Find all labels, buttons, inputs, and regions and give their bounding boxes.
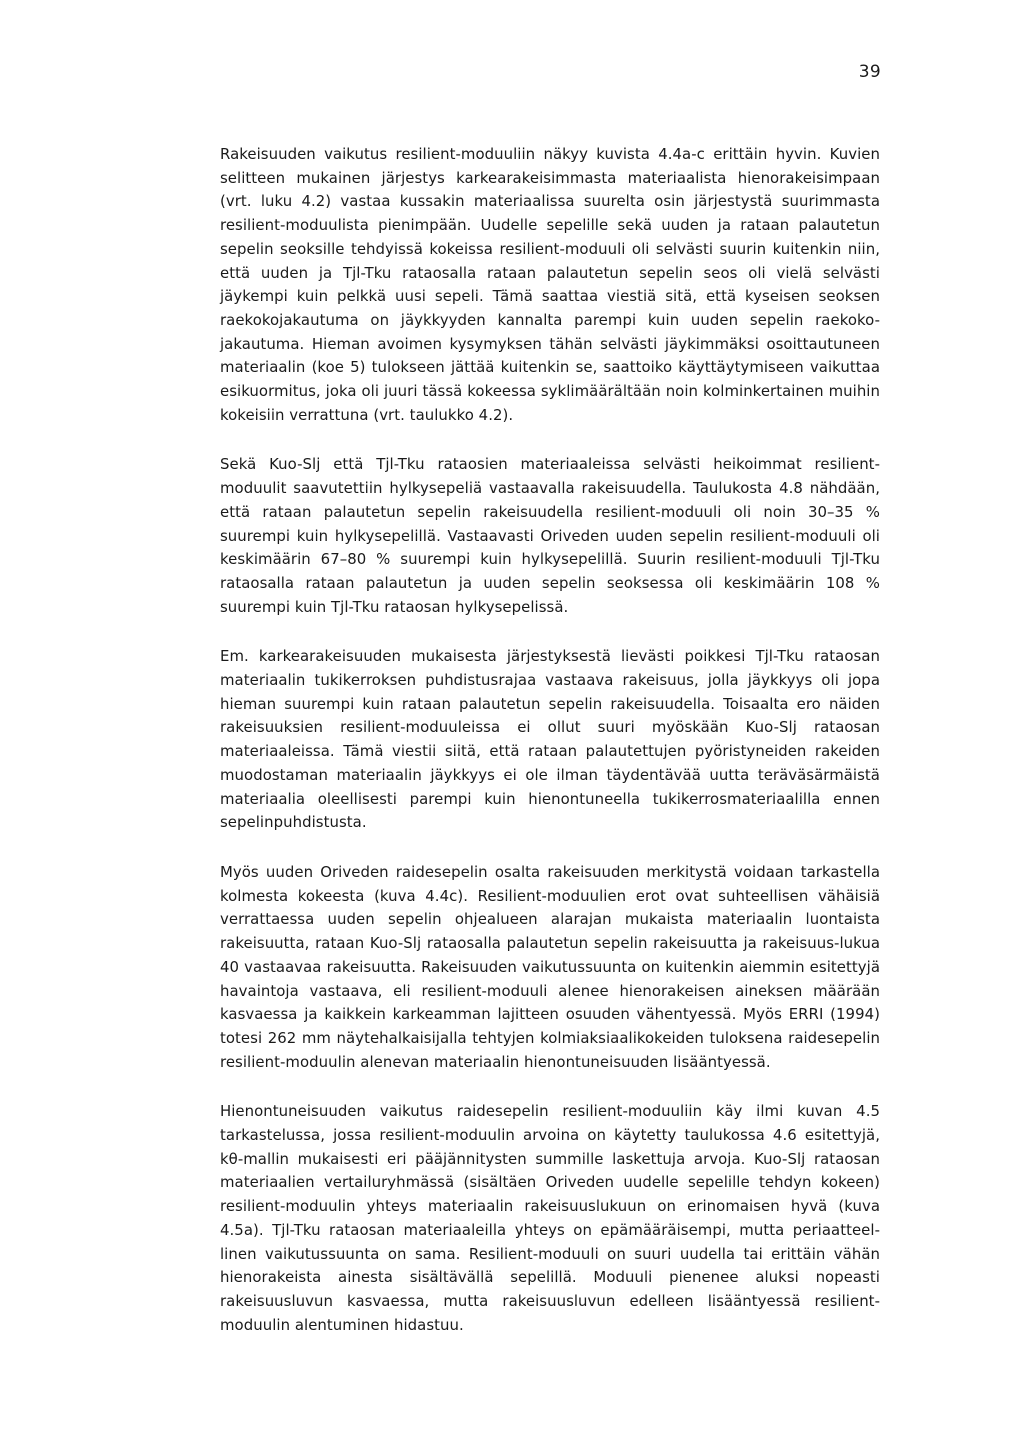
paragraph-1: Rakeisuuden vaikutus resilient-moduuliin näkyy kuvista 4.4a-c erittäin hyvin. Kuvien selitteen mukainen järjestys karkearakeisimmasta materiaalista hienorakeisimpaan (vrt. luku 4.2) vastaa kussakin materiaalissa suurelta osin järjestystä suurimmasta resilient-moduulista pienimpään. Uudelle sepelille sekä uuden ja rataan palautetun sepelin seoksille tehdyissä kokeissa resilient-moduuli oli selvästi suurin kuitenkin niin, että uuden ja Tjl-Tku rataosalla rataan palautetun sepelin seos oli vielä selvästi jäykempi kuin pelkkä uusi sepeli. Tämä saattaa viestiä sitä, että kyseisen seoksen raekokojakautuma on jäykkyyden kannalta parempi kuin uuden sepelin raekoko-jakautuma. Hieman avoimen kysymyksen tähän selvästi jäykimmäksi osoittautuneen materiaalin (koe 5) tulokseen jättää kuitenkin se, saattoiko käyttäytymiseen vaikuttaa esikuormitus, joka oli juuri tässä kokeessa syklimäärältään noin kolminkertainen muihin kokeisiin verrattuna (vrt. taulukko 4.2). — [220, 145, 880, 424]
paragraph-4: Myös uuden Oriveden raidesepelin osalta rakeisuuden merkitystä voidaan tarkastella kolmesta kokeesta (kuva 4.4c). Resilient-moduulien erot ovat suhteellisen vähäisiä verrattaessa uuden sepelin ohjealueen alarajan mukaista materiaalin luontaista rakeisuutta, rataan Kuo-Slj rataosalla palautetun sepelin rakeisuutta ja rakeisuus-lukua 40 vastaavaa rakeisuutta. Rakeisuuden vaikutussuunta on kuitenkin aiemmin esitettyjä havaintoja vastaava, eli resilient-moduuli alenee hienorakeisen aineksen määrään kasvaessa ja kaikkein karkeamman lajitteen osuuden vähentyessä. Myös ERRI (1994) totesi 262 mm näytehalkaisijalla tehtyjen kolmiaksiaalikokeiden tuloksena raidesepelin resilient-moduulin alenevan materiaalin hienontuneisuuden lisääntyessä. — [220, 862, 880, 1071]
body-text — [220, 143, 880, 1363]
paragraph-2: Sekä Kuo-Slj että Tjl-Tku rataosien materiaaleissa selvästi heikoimmat resilient-moduulit saavutettiin hylkysepeliä vastaavalla rakeisuudella. Taulukosta 4.8 nähdään, että rataan palautetun sepelin rakeisuudella resilient-moduuli oli noin 30–35 % suurempi kuin hylkysepelillä. Vastaavasti Oriveden uuden sepelin resilient-moduuli oli keskimäärin 67–80 % suurempi kuin hylkysepelillä. Suurin resilient-moduuli Tjl-Tku rataosalla rataan palautetun ja uuden sepelin seoksessa oli keskimäärin 108 % suurempi kuin Tjl-Tku rataosan hylkysepelissä. — [220, 455, 880, 616]
paragraph-3: Em. karkearakeisuuden mukaisesta järjestyksestä lievästi poikkesi Tjl-Tku rataosan materiaalin tukikerroksen puhdistusrajaa vastaava rakeisuus, jolla jäykkyys oli jopa hieman suurempi kuin rataan palautetun sepelin rakeisuudella. Toisaalta ero näiden rakeisuuksien resilient-moduuleissa ei ollut suuri myöskään Kuo-Slj rataosan materiaaleissa. Tämä viestii siitä, että rataan palautettujen pyöristyneiden rakeiden muodostaman materiaalin jäykkyys ei ole ilman täydentävää uutta teräväsärmäistä materiaalia oleellisesti parempi kuin hienontuneella tukikerrosmateriaalilla ennen sepelinpuhdistusta. — [220, 647, 880, 832]
page-number: 39 — [858, 62, 881, 82]
paragraph-5: Hienontuneisuuden vaikutus raidesepelin resilient-moduuliin käy ilmi kuvan 4.5 tarkastelussa, jossa resilient-moduulin arvoina on käytetty taulukossa 4.6 esitettyjä, kθ-mallin mukaisesti eri pääjännitysten summille laskettuja arvoja. Kuo-Slj rataosan materiaalien vertailuryhmässä (sisältäen Oriveden uudelle sepelille tehdyn kokeen) resilient-moduulin yhteys materiaalin rakeisuuslukuun on erinomaisen hyvä (kuva 4.5a). Tjl-Tku rataosan materiaaleilla yhteys on epämääräisempi, mutta periaatteel-linen vaikutussuunta on sama. Resilient-moduuli on suuri uudella tai erittäin vähän hienorakeista ainesta sisältävällä sepelillä. Moduuli pienenee aluksi nopeasti rakeisuusluvun kasvaessa, mutta rakeisuusluvun edelleen lisääntyessä resilient-moduulin alentuminen hidastuu. — [220, 1102, 880, 1334]
